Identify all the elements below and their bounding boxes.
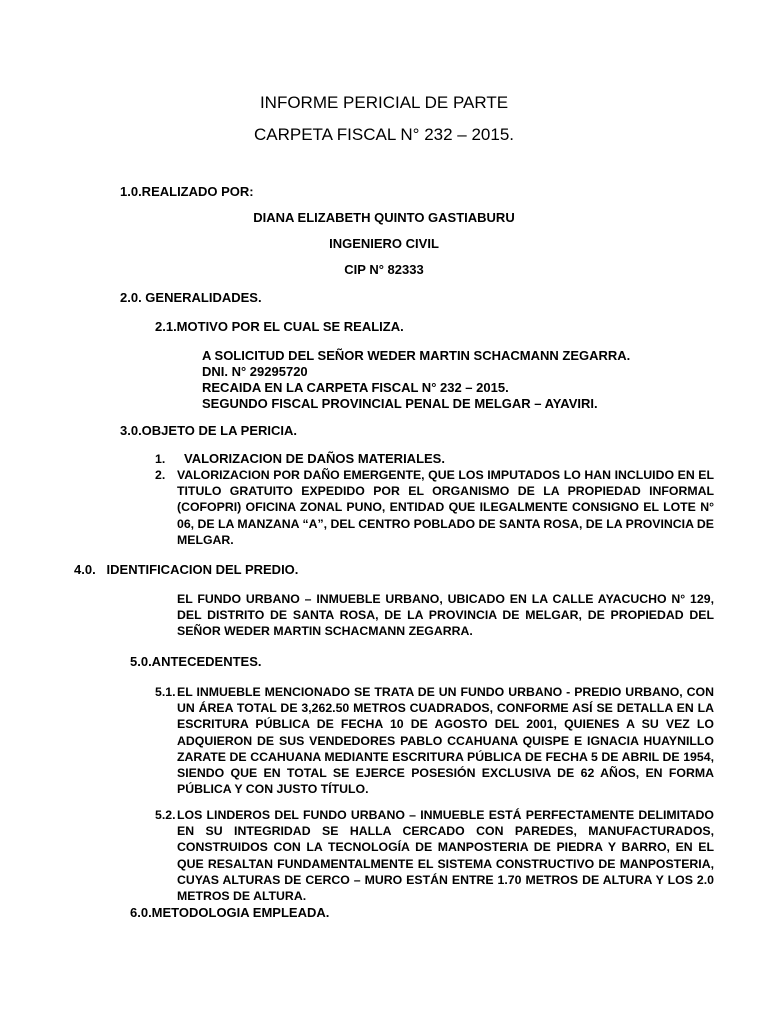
section-heading-2: 2.0. GENERALIDADES. [120, 290, 262, 305]
subsection-heading-2-1: 2.1.MOTIVO POR EL CUAL SE REALIZA. [155, 319, 404, 334]
section-heading-4: 4.0. IDENTIFICACION DEL PREDIO. [74, 562, 299, 577]
section-heading-5: 5.0.ANTECEDENTES. [130, 654, 262, 669]
section-heading-1: 1.0.REALIZADO POR: [120, 184, 254, 199]
background-item-2-number: 5.2. [155, 808, 176, 822]
author-cip: CIP N° 82333 [344, 262, 424, 277]
document-subtitle: CARPETA FISCAL N° 232 – 2015. [253, 125, 515, 144]
motive-line-3: RECAIDA EN LA CARPETA FISCAL N° 232 – 2015. [202, 380, 509, 395]
document-title: INFORME PERICIAL DE PARTE [259, 93, 509, 112]
background-item-1-text: EL INMUEBLE MENCIONADO SE TRATA DE UN FUNDO URBANO - PREDIO URBANO, CON UN ÁREA TOTAL DE 3,262.50 METROS CUADRADOS, CONFORME ASÍ SE DETALLA EN LA ESCRITURA PÚBLICA DE FECHA 10 DE AGOSTO DEL 2001, QUIENES A SU VEZ LO ADQUIERON DE SUS VENDEDORES PABLO CCAHUANA QUISPE E IGNACIA HUAYNILLO ZARATE DE CCAHUANA MEDIANTE ESCRITURA PÚBLICA DE FECHA 5 DE ABRIL DE 1954, SIENDO QUE EN TOTAL SE EJERCE POSESIÓN EXCLUSIVA DE 62 AÑOS, EN FORMA PÚBLICA Y CON JUSTO TÍTULO. [177, 685, 714, 797]
section-heading-3: 3.0.OBJETO DE LA PERICIA. [120, 423, 297, 438]
motive-line-2: DNI. N° 29295720 [202, 364, 308, 379]
motive-line-1: A SOLICITUD DEL SEÑOR WEDER MARTIN SCHACMANN ZEGARRA. [202, 348, 631, 363]
motive-line-4: SEGUNDO FISCAL PROVINCIAL PENAL DE MELGAR – AYAVIRI. [202, 396, 598, 411]
section-heading-6: 6.0.METODOLOGIA EMPLEADA. [130, 905, 330, 920]
author-name: DIANA ELIZABETH QUINTO GASTIABURU [253, 210, 515, 225]
objective-item-2-text: VALORIZACION POR DAÑO EMERGENTE, QUE LOS IMPUTADOS LO HAN INCLUIDO EN EL TITULO GRATUITO EXPEDIDO POR EL ORGANISMO DE LA PROPIEDAD INFORMAL (COFOPRI) OFICINA ZONAL PUNO, ENTIDAD QUE ILEGALMENTE CONSIGNO EL LOTE N° 06, DE LA MANZANA “A”, DEL CENTRO POBLADO DE SANTA ROSA, DE LA PROVINCIA DE MELGAR. [177, 468, 714, 547]
property-identification-text: EL FUNDO URBANO – INMUEBLE URBANO, UBICADO EN LA CALLE AYACUCHO N° 129, DEL DISTRITO DE SANTA ROSA, DE LA PROVINCIA DE MELGAR, DE PROPIEDAD DEL SEÑOR WEDER MARTIN SCHACMANN ZEGARRA. [177, 592, 714, 639]
background-item-1-number: 5.1. [155, 685, 176, 699]
background-item-2-text: LOS LINDEROS DEL FUNDO URBANO – INMUEBLE ESTÁ PERFECTAMENTE DELIMITADO EN SU INTEGRIDAD SE HALLA CERCADO CON PAREDES, MANUFACTURADOS, CONSTRUIDOS CON LA TECNOLOGÍA DE MANPOSTERIA DE PIEDRA Y BARRO, EN EL QUE RESALTAN FUNDAMENTALMENTE EL SISTEMA CONSTRUCTIVO DE MANPOSTERIA, CUYAS ALTURAS DE CERCO – MURO ESTÁN ENTRE 1.70 METROS DE ALTURA Y LOS 2.0 METROS DE ALTURA. [177, 808, 714, 904]
author-profession: INGENIERO CIVIL [329, 236, 439, 251]
objective-item-1-number: 1. [155, 452, 166, 466]
objective-item-2-number: 2. [155, 468, 166, 482]
objective-item-1-text: VALORIZACION DE DAÑOS MATERIALES. [184, 451, 445, 466]
